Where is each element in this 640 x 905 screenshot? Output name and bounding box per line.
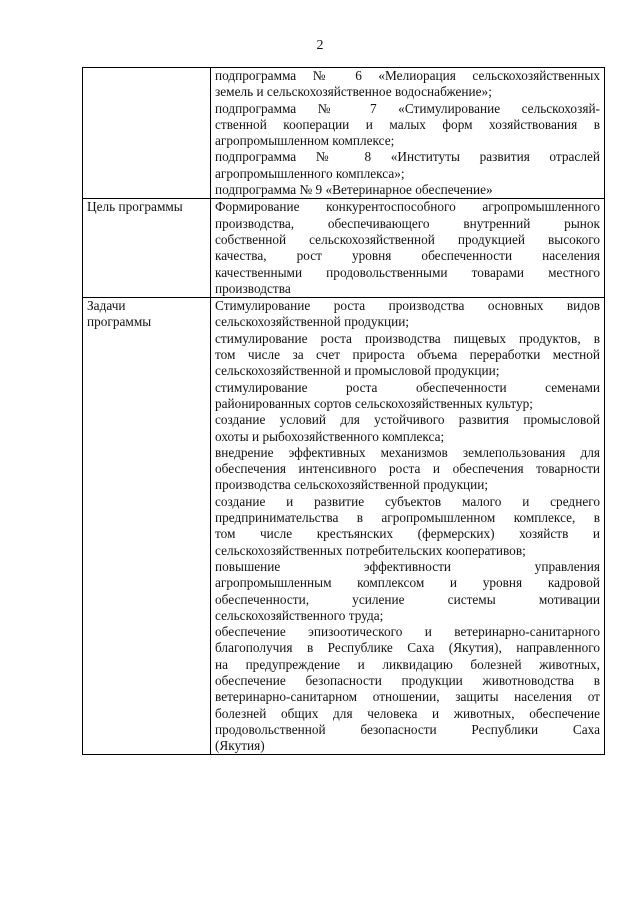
text-line: обеспеченности, усиление системы мотивации xyxy=(215,591,600,607)
text-line: обеспечения интенсивного роста и обеспечения товарности xyxy=(215,461,600,477)
row-label-line: Цель программы xyxy=(87,199,183,215)
text-line: подпрограмма № 7 «Стимулирование сельскохозяй- xyxy=(215,100,600,116)
text-line: (Якутия) xyxy=(215,738,265,754)
text-line: качества, рост уровня обеспеченности населения xyxy=(215,248,600,264)
row-label-line: программы xyxy=(87,314,152,330)
table-row xyxy=(83,298,605,755)
text-line: Стимулирование роста производства основных видов xyxy=(215,298,600,314)
text-line: производства, обеспечивающего внутренний рынок xyxy=(215,215,600,231)
text-line: подпрограмма № 8 «Институты развития отраслей xyxy=(215,149,600,165)
row-label-cell xyxy=(83,68,211,199)
text-line: собственной сельскохозяйственной продукцией высокого xyxy=(215,231,600,247)
text-line: сельскохозяйственного труда; xyxy=(215,607,384,623)
text-line: качественными продовольственными товарами местного xyxy=(215,264,600,280)
text-line: сельскохозяйственных потребительских кооперативов; xyxy=(215,542,526,558)
text-line: благополучия в Республике Саха (Якутия), направленного xyxy=(215,640,600,656)
text-line: производства сельскохозяйственной продукции; xyxy=(215,477,489,493)
text-line: стимулирование роста производства пищевых продуктов, в xyxy=(215,330,600,346)
text-line: том числе крестьянских (фермерских) хозяйств и xyxy=(215,526,600,542)
row-value-cell xyxy=(211,68,605,199)
table-row xyxy=(83,199,605,298)
text-line: сельскохозяйственной продукции; xyxy=(215,314,410,330)
text-line: охоты и рыбохозяйственного комплекса; xyxy=(215,428,445,444)
text-line: ветеринарно-санитарном отношении, защиты населения от xyxy=(215,689,600,705)
text-line: ственной кооперации и малых форм хозяйствования в xyxy=(215,116,600,132)
page-number: 2 xyxy=(316,38,324,53)
text-line: Формирование конкурентоспособного агропромышленного xyxy=(215,199,600,215)
text-line: создание и развитие субъектов малого и среднего xyxy=(215,493,600,509)
text-line: продовольственной безопасности Республики Саха xyxy=(215,721,600,737)
text-line: обеспечение эпизоотического и ветеринарно-санитарного xyxy=(215,624,600,640)
text-line: создание условий для устойчивого развития промысловой xyxy=(215,412,600,428)
text-line: агропромышленным комплексом и уровня кадровой xyxy=(215,575,600,591)
row-value-cell xyxy=(211,298,605,755)
text-line: производства xyxy=(215,280,291,296)
text-line: том числе за счет прироста объема переработки местной xyxy=(215,347,600,363)
text-line: подпрограмма № 6 «Мелиорация сельскохозяйственных xyxy=(215,68,600,83)
text-line: предпринимательства в агропромышленном комплексе, в xyxy=(215,510,600,526)
text-line: земель и сельскохозяйственное водоснабжение»; xyxy=(215,84,492,100)
table-row xyxy=(83,68,605,199)
text-line: обеспечение безопасности продукции животноводства в xyxy=(215,672,600,688)
text-line: подпрограмма № 9 «Ветеринарное обеспечение» xyxy=(215,182,493,198)
text-line: агропромышленного комплекса»; xyxy=(215,165,405,181)
text-line: стимулирование роста обеспеченности семенами xyxy=(215,379,600,395)
text-line: на предупреждение и ликвидацию болезней животных, xyxy=(215,656,600,672)
program-passport-table xyxy=(82,67,605,755)
text-line: внедрение эффективных механизмов землепользования для xyxy=(215,444,600,460)
row-label-cell xyxy=(83,298,211,755)
row-label-line: Задачи xyxy=(87,298,126,314)
text-line: агропромышленном комплексе; xyxy=(215,133,395,149)
text-line: сельскохозяйственной и промысловой продукции; xyxy=(215,363,500,379)
text-line: повышение эффективности управления xyxy=(215,558,600,574)
row-value-cell xyxy=(211,199,605,298)
text-line: районированных сортов сельскохозяйственных культур; xyxy=(215,395,533,411)
text-line: болезней общих для человека и животных, обеспечение xyxy=(215,705,600,721)
row-label-cell xyxy=(83,199,211,298)
